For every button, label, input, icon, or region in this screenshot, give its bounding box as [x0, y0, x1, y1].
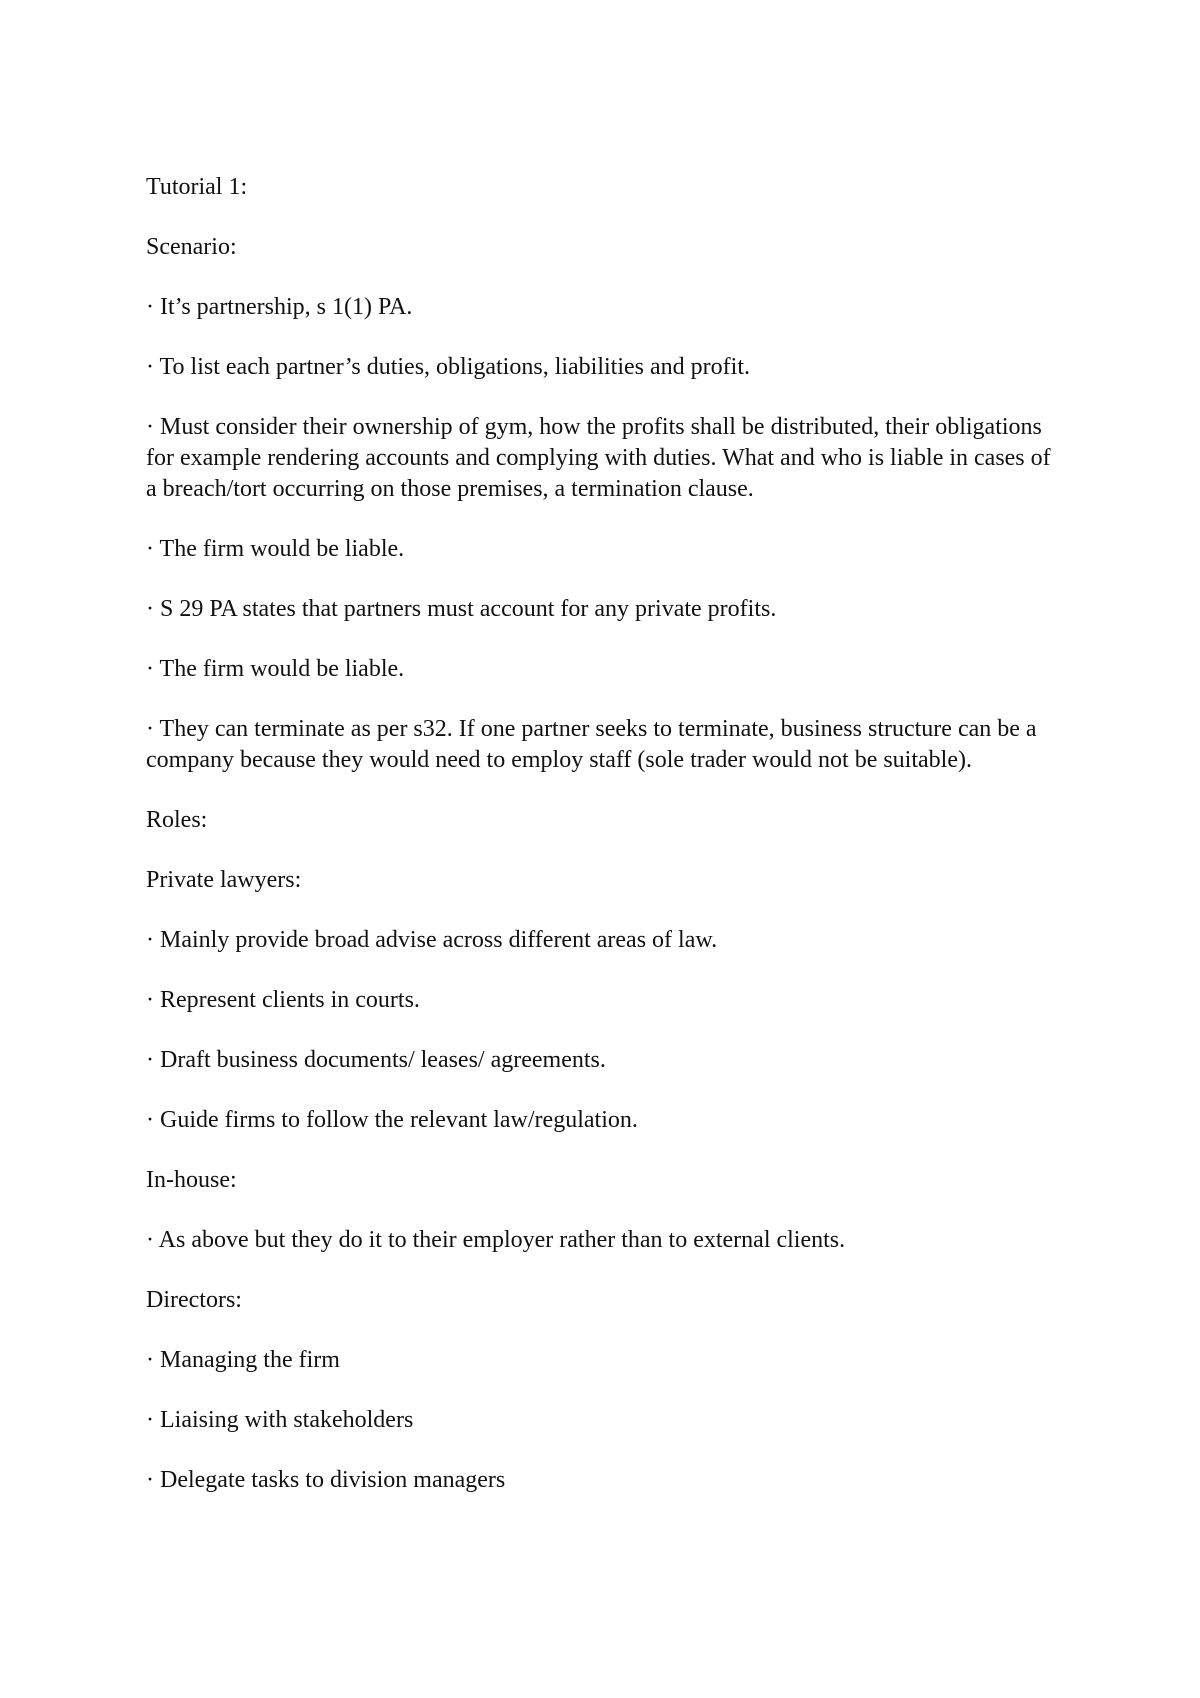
section-heading: Scenario: [146, 234, 237, 260]
bullet-item: · S 29 PA states that partners must account for any private profits. [146, 596, 777, 622]
bullet-item: · Mainly provide broad advise across different areas of law. [146, 927, 718, 953]
bullet-item: · To list each partner’s duties, obligations, liabilities and profit. [146, 354, 750, 380]
bullet-item: · Managing the firm [146, 1347, 340, 1373]
subsection-heading: Private lawyers: [146, 867, 302, 893]
bullet-item: · The firm would be liable. [146, 536, 405, 562]
bullet-item: · Draft business documents/ leases/ agreements. [146, 1047, 606, 1073]
bullet-item: · Liaising with stakeholders [146, 1407, 414, 1433]
document-page [146, 172, 1066, 1496]
bullet-item: · Represent clients in courts. [146, 987, 420, 1013]
bullet-item: · It’s partnership, s 1(1) PA. [146, 294, 413, 320]
bullet-item: · They can terminate as per s32. If one partner seeks to terminate, business structure can be a company because they would need to employ staff (sole trader would not be suitable). [146, 716, 1037, 773]
bullet-item: · As above but they do it to their employer rather than to external clients. [146, 1227, 846, 1253]
document-heading: Tutorial 1: [146, 174, 248, 200]
bullet-item: · Must consider their ownership of gym, how the profits shall be distributed, their obligations for example rendering accounts and complying with duties. What and who is liable in cases of a breach/tort occurring on those premises, a termination clause. [146, 414, 1051, 502]
bullet-item: · The firm would be liable. [146, 656, 405, 682]
subsection-heading: In-house: [146, 1167, 237, 1193]
section-heading: Roles: [146, 807, 208, 833]
bullet-item: · Guide firms to follow the relevant law/regulation. [146, 1107, 638, 1133]
bullet-item: · Delegate tasks to division managers [146, 1467, 506, 1493]
subsection-heading: Directors: [146, 1287, 242, 1313]
